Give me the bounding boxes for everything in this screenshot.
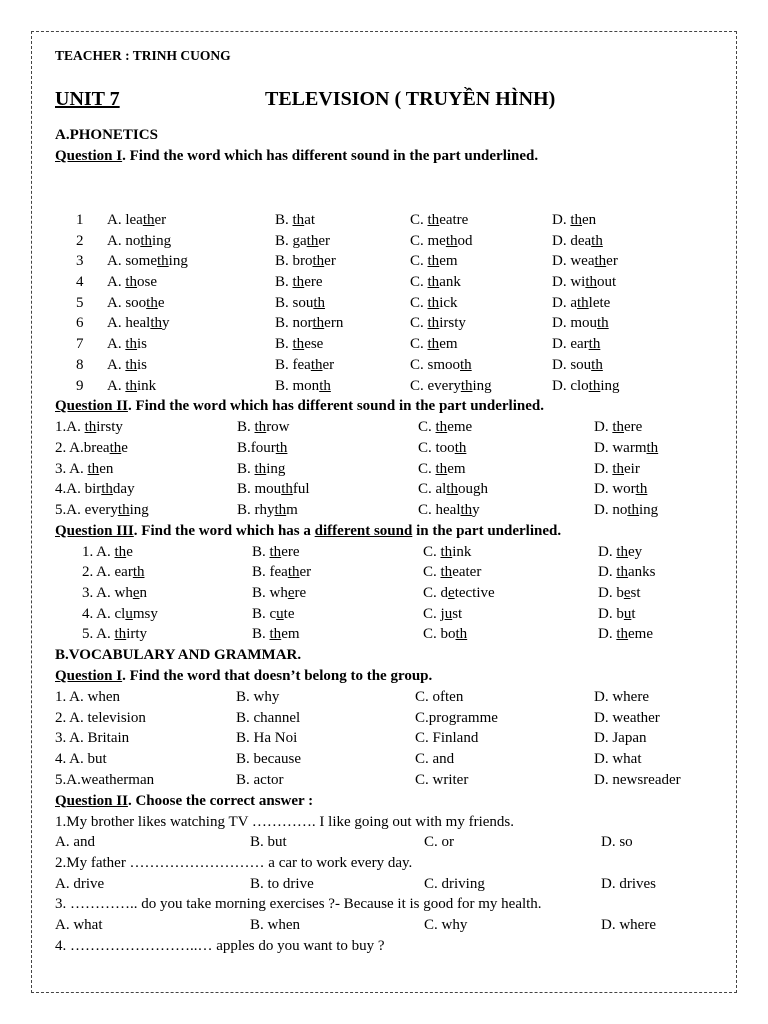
a-q2-item-cell: D. there — [594, 419, 643, 436]
b-q1-item-cell: C. and — [415, 751, 455, 768]
a-q1-item-cell: 3 — [76, 253, 84, 270]
b-q1-item — [55, 708, 715, 729]
b-q1-item — [55, 749, 715, 770]
b-q1-item — [55, 770, 715, 791]
a-q3-item — [55, 604, 715, 625]
a-q3-item-cell: D. theme — [598, 626, 653, 643]
a-q1-item-cell: A. this — [107, 356, 148, 373]
a-q2-item-cell: D. worth — [594, 481, 648, 498]
a-q1-item-cell: B. brother — [275, 253, 336, 270]
b-q1-item — [55, 728, 715, 749]
a-q1-item-cell: 9 — [76, 377, 84, 394]
a-q3-item-cell: C. think — [423, 543, 472, 560]
a-q2-item-cell: C. healthy — [418, 501, 480, 518]
a-q1-item-cell: C. everything — [410, 377, 492, 394]
b-q1-item — [55, 687, 715, 708]
a-q3-instruction-end: in the part underlined. — [412, 522, 562, 539]
a-q3-item-cell: D. but — [598, 605, 636, 622]
a-q3-item-cell: B. feather — [252, 564, 312, 581]
a-q1-item-cell: 4 — [76, 274, 84, 291]
b-q1-item-cell: 3. A. Britain — [55, 730, 130, 747]
section-a-heading: A.PHONETICS — [55, 127, 158, 143]
a-q1-item-cell: A. leather — [107, 212, 167, 228]
b-q1-item-cell: B. because — [236, 751, 301, 768]
b-q2-heading — [55, 791, 715, 812]
unit-number: UNIT 7 — [55, 88, 120, 110]
b-q1-instruction: . Find the word that doesn’t belong to the group. — [122, 668, 433, 685]
a-q1-item — [55, 334, 715, 355]
a-q1-item-cell: C. theatre — [410, 212, 469, 228]
a-q3-item-cell: B. where — [252, 585, 307, 601]
a-q1-item-cell: A. this — [107, 336, 148, 353]
a-q2-item-cell: C. them — [418, 460, 466, 477]
a-q3-instruction-emphasis: different sound — [314, 522, 413, 539]
b-q1-item-cell: C. writer — [415, 771, 469, 788]
a-q1-item-cell: C. them — [410, 336, 458, 353]
a-q1-item — [55, 313, 715, 334]
b-q1-item-cell: B. actor — [236, 771, 284, 788]
a-q1-item-cell: B. gather — [275, 232, 330, 249]
a-q2-item-cell: 1.A. thirsty — [55, 419, 123, 436]
a-q1-item — [55, 272, 715, 293]
b-q2-option: B. but — [250, 834, 287, 851]
b-q2-option: C. driving — [424, 875, 485, 892]
b-q1-item-cell: B. why — [236, 689, 280, 706]
a-q1-item-cell: D. without — [552, 274, 617, 291]
b-q2-label: Question II — [55, 792, 128, 809]
a-q1-item-cell: D. clothing — [552, 377, 620, 394]
a-q2-item-cell: C. tooth — [418, 439, 467, 456]
b-q1-item-cell: D. Japan — [594, 730, 647, 747]
a-q3-item-cell: C. detective — [423, 585, 495, 601]
b-q2-option: D. drives — [601, 875, 656, 892]
a-q3-instruction-start: . Find the word which has a — [133, 522, 315, 539]
a-q1-item-cell: D. south — [552, 356, 603, 373]
b-q2-question: 3. ………….. do you take morning exercises ?- Because it is good for my health. — [55, 896, 542, 913]
a-q1-item-cell: C. thick — [410, 294, 458, 311]
a-q2-item-cell: D. warmth — [594, 439, 659, 456]
a-q1-item-cell: B. northern — [275, 315, 344, 332]
b-q2-option: B. to drive — [250, 875, 314, 892]
a-q3-item-cell: 1. A. the — [82, 543, 133, 560]
a-q3-item-cell: C. theater — [423, 564, 482, 581]
a-q2-item-cell: C. although — [418, 481, 489, 498]
a-q2-item — [55, 417, 715, 438]
a-q1-item-cell: C. smooth — [410, 356, 472, 373]
b-q2-options — [55, 832, 715, 853]
b-q2-option: D. so — [601, 834, 633, 851]
a-q1-item-cell: D. athlete — [552, 294, 611, 311]
a-q2-item — [55, 438, 715, 459]
b-q1-item-cell: D. what — [594, 751, 642, 768]
b-q1-item-cell: D. weather — [594, 709, 660, 726]
a-q3-label: Question III — [55, 522, 134, 539]
a-q1-item — [55, 376, 715, 397]
b-q2-option: A. and — [55, 834, 95, 851]
b-q2-options — [55, 874, 715, 895]
a-q1-item-cell: D. weather — [552, 253, 618, 270]
a-q1-item-cell: C. them — [410, 253, 458, 270]
b-q1-item-cell: B. Ha Noi — [236, 730, 298, 747]
teacher-line: TEACHER : TRINH CUONG — [55, 48, 231, 63]
a-q1-label: Question I — [55, 148, 123, 164]
a-q1-item-cell: A. soothe — [107, 294, 165, 311]
a-q2-heading — [55, 396, 715, 417]
a-q1-item-cell: C. thank — [410, 274, 461, 291]
a-q1-item-cell: A. healthy — [107, 315, 170, 332]
a-q2-item — [55, 500, 715, 521]
a-q1-item-cell: D. earth — [552, 336, 601, 353]
a-q2-item — [55, 479, 715, 500]
b-q1-item-cell: 4. A. but — [55, 751, 107, 768]
b-q2-option: D. where — [601, 917, 656, 934]
a-q2-item-cell: 4.A. birthday — [55, 481, 135, 498]
b-q1-heading — [55, 666, 715, 687]
a-q1-item-cell: 1 — [76, 212, 84, 228]
a-q1-item — [55, 293, 715, 314]
a-q1-item-cell: B. there — [275, 274, 323, 291]
a-q3-item — [55, 562, 715, 583]
a-q3-list — [55, 542, 715, 645]
a-q3-item — [55, 583, 715, 604]
a-q3-item-cell: B. there — [252, 543, 300, 560]
b-q1-item-cell: C. often — [415, 689, 464, 706]
unit-title: TELEVISION ( TRUYỀN HÌNH) — [265, 88, 556, 110]
b-q2-question: 4. ……………………..… apples do you want to buy ? — [55, 937, 385, 954]
a-q2-item-cell: D. their — [594, 460, 640, 477]
a-q1-item-cell: 2 — [76, 232, 84, 249]
b-q1-item-cell: D. newsreader — [594, 771, 681, 788]
b-q1-item-cell: 1. A. when — [55, 689, 120, 706]
a-q2-item — [55, 459, 715, 480]
a-q1-item — [55, 355, 715, 376]
a-q3-item-cell: 3. A. when — [82, 585, 148, 601]
b-q1-label: Question I — [55, 668, 123, 685]
b-q1-item-cell: 5.A.weatherman — [55, 771, 155, 788]
a-q1-item-cell: 5 — [76, 294, 84, 311]
a-q1-item-cell: A. something — [107, 253, 188, 270]
a-q1-list — [55, 210, 715, 396]
a-q3-item-cell: C. just — [423, 605, 463, 622]
a-q2-item-cell: B. rhythm — [237, 501, 298, 518]
a-q3-item-cell: C. both — [423, 626, 468, 643]
b-q2-list — [55, 812, 715, 957]
b-q1-item-cell: C. Finland — [415, 730, 479, 747]
a-q1-item — [55, 251, 715, 272]
b-q1-item-cell: B. channel — [236, 709, 301, 726]
a-q3-item-cell: B. cute — [252, 605, 295, 622]
a-q2-item-cell: C. theme — [418, 419, 473, 436]
a-q2-list — [55, 417, 715, 520]
a-q1-item-cell: 7 — [76, 336, 84, 353]
a-q1-item-cell: 6 — [76, 315, 84, 332]
a-q1-item — [55, 210, 715, 231]
a-q1-item-cell: B. month — [275, 377, 331, 394]
a-q2-item-cell: D. nothing — [594, 501, 659, 518]
a-q1-item-cell: A. those — [107, 274, 158, 291]
b-q2-question: 2.My father ……………………… a car to work every day. — [55, 854, 413, 871]
a-q2-item-cell: B. thing — [237, 460, 286, 477]
b-q2-option: B. when — [250, 917, 300, 934]
a-q3-item-cell: D. they — [598, 543, 643, 560]
a-q2-instruction: . Find the word which has different sound in the part underlined. — [127, 398, 544, 415]
a-q1-item-cell: D. mouth — [552, 315, 609, 332]
a-q2-item-cell: 5.A. everything — [55, 501, 149, 518]
b-q2-option: A. what — [55, 917, 103, 934]
b-q1-item-cell: D. where — [594, 689, 649, 706]
a-q1-item-cell: B. feather — [275, 356, 335, 373]
a-q3-heading — [55, 521, 715, 542]
a-q2-label: Question II — [55, 398, 128, 415]
b-q1-item-cell: C.programme — [415, 709, 498, 726]
a-q1-item-cell: A. nothing — [107, 232, 172, 249]
a-q1-heading — [55, 146, 715, 167]
a-q1-item — [55, 231, 715, 252]
b-q1-item-cell: 2. A. television — [55, 709, 146, 726]
a-q1-item-cell: 8 — [76, 356, 84, 373]
b-q1-list — [55, 687, 715, 790]
a-q3-item-cell: 2. A. earth — [82, 564, 145, 581]
b-q2-option: C. why — [424, 917, 468, 934]
a-q1-item-cell: A. think — [107, 377, 157, 394]
a-q3-item-cell: 4. A. clumsy — [82, 605, 158, 622]
a-q2-item-cell: 3. A. then — [55, 460, 114, 477]
a-q1-item-cell: D. then — [552, 212, 597, 228]
a-q1-item-cell: B. that — [275, 212, 316, 228]
a-q1-item-cell: D. death — [552, 232, 603, 249]
b-q2-option: A. drive — [55, 875, 105, 892]
b-q2-question: 1.My brother likes watching TV …………. I like going out with my friends. — [55, 813, 514, 830]
b-q2-options — [55, 915, 715, 936]
a-q1-item-cell: B. south — [275, 294, 326, 311]
b-q2-instruction: . Choose the correct answer : — [127, 792, 314, 809]
b-q2-option: C. or — [424, 834, 454, 851]
a-q3-item-cell: B. them — [252, 626, 300, 643]
worksheet — [55, 45, 715, 957]
a-q1-item-cell: B. these — [275, 336, 324, 353]
a-q3-item — [55, 542, 715, 563]
a-q3-item-cell: D. best — [598, 585, 641, 601]
a-q1-item-cell: C. thirsty — [410, 315, 466, 332]
a-q2-item-cell: B.fourth — [237, 439, 288, 456]
a-q2-item-cell: B. throw — [237, 419, 290, 436]
a-q3-item — [55, 624, 715, 645]
a-q3-item-cell: 5. A. thirty — [82, 626, 148, 643]
a-q1-instruction: . Find the word which has different sound in the part underlined. — [122, 148, 539, 164]
section-b-heading: B.VOCABULARY AND GRAMMAR. — [55, 647, 302, 664]
a-q2-item-cell: 2. A.breathe — [55, 439, 128, 456]
a-q1-item-cell: C. method — [410, 232, 473, 249]
a-q3-item-cell: D. thanks — [598, 564, 656, 581]
a-q2-item-cell: B. mouthful — [237, 481, 310, 498]
unit-title-row — [55, 81, 715, 125]
